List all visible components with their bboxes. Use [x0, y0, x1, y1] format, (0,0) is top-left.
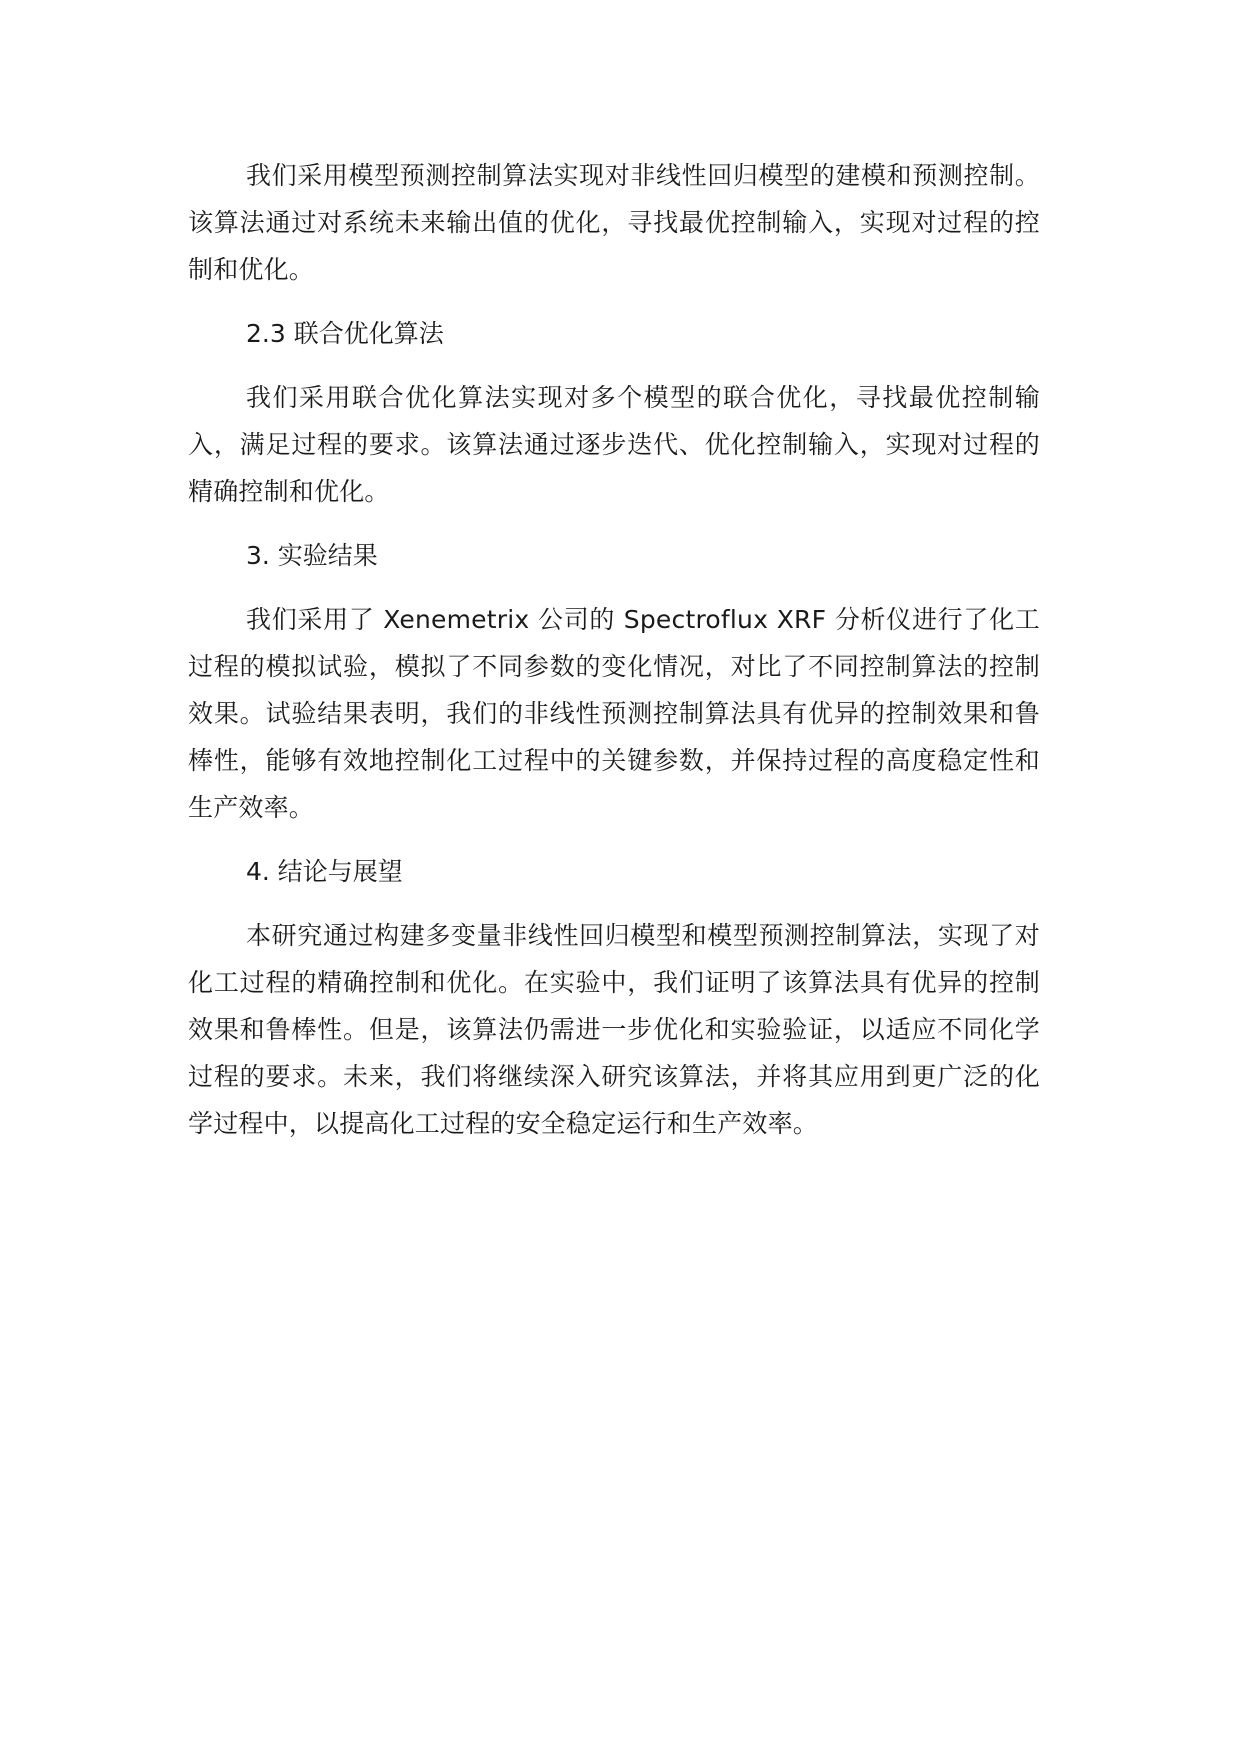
section-heading-3: 3. 实验结果	[246, 541, 378, 570]
section-heading-4: 4. 结论与展望	[246, 857, 403, 886]
document-body	[188, 152, 1040, 1164]
paragraph-experiment-results: 我们采用了 Xenemetrix 公司的 Spectroflux XRF 分析仪进行了化工过程的模拟试验，模拟了不同参数的变化情况，对比了不同控制算法的控制效果。试验结果表明，我们的非线性预测控制算法具有优异的控制效果和鲁棒性，能够有效地控制化工过程中的关键参数，并保持过程的高度稳定性和生产效率。	[188, 605, 1040, 822]
paragraph-conclusion: 本研究通过构建多变量非线性回归模型和模型预测控制算法，实现了对化工过程的精确控制和优化。在实验中，我们证明了该算法具有优异的控制效果和鲁棒性。但是，该算法仍需进一步优化和实验验证，以适应不同化学过程的要求。未来，我们将继续深入研究该算法，并将其应用到更广泛的化学过程中，以提高化工过程的安全稳定运行和生产效率。	[188, 921, 1040, 1138]
paragraph-mpc-algorithm: 我们采用模型预测控制算法实现对非线性回归模型的建模和预测控制。该算法通过对系统未来输出值的优化，寻找最优控制输入，实现对过程的控制和优化。	[188, 161, 1040, 284]
paragraph-joint-optimization: 我们采用联合优化算法实现对多个模型的联合优化，寻找最优控制输入，满足过程的要求。该算法通过逐步迭代、优化控制输入，实现对过程的精确控制和优化。	[188, 383, 1040, 506]
section-heading-2-3: 2.3 联合优化算法	[246, 319, 444, 348]
